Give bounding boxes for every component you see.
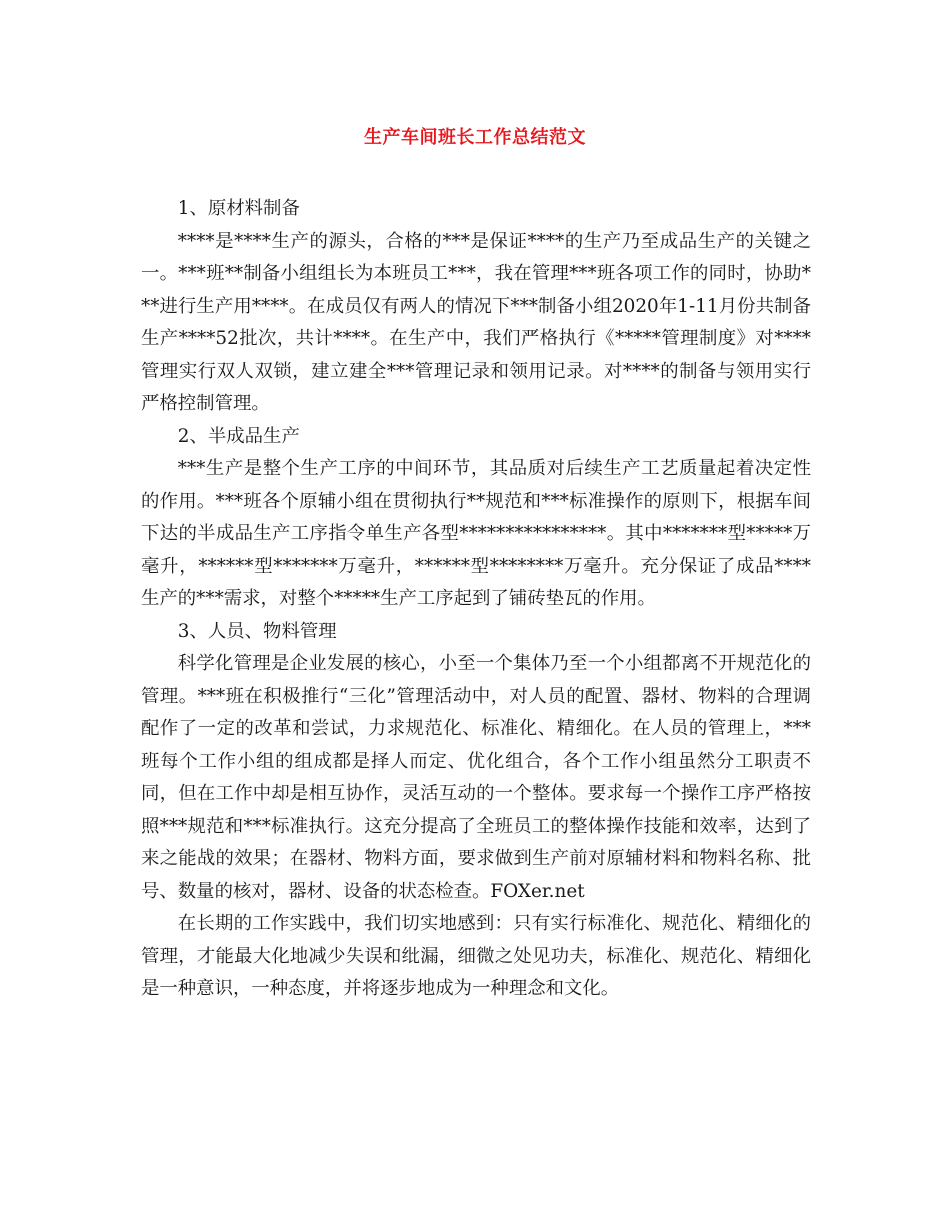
section-heading-raw-materials: 1、原材料制备 <box>177 198 300 219</box>
document-title: 生产车间班长工作总结范文 <box>364 127 586 148</box>
section-heading-semi-finished: 2、半成品生产 <box>177 425 300 447</box>
paragraph-semi-finished: ***生产是整个生产工序的中间环节，其品质对后续生产工艺质量起着决定性的作用。***班各个原辅小组在贯彻执行**规范和***标准操作的原则下，根据车间下达的半成品生产工序指令单生产各型****************。其中*******型*****万毫升，******型*******万毫升，******型********万毫升。充分保证了成品****生产的***需求，对整个*****生产工序起到了铺砖垫瓦的作用。 <box>141 458 811 609</box>
paragraph-raw-materials: ****是****生产的源头，合格的***是保证****的生产乃至成品生产的关键之一。***班**制备小组组长为本班员工***，我在管理***班各项工作的同时，协助***进行生产用****。在成员仅有两人的情况下***制备小组2020年1-11月份共制备生产****52批次，共计****。在生产中，我们严格执行《*****管理制度》对****管理实行双人双锁，建立建全***管理记录和领用记录。对****的制备与领用实行严格控制管理。 <box>141 230 811 414</box>
document-body <box>141 193 811 1006</box>
paragraph-personnel-materials: 科学化管理是企业发展的核心，小至一个集体乃至一个小组都离不开规范化的管理。***班在积极推行“三化”管理活动中，对人员的配置、器材、物料的合理调配作了一定的改革和尝试，力求规范化、标准化、精细化。在人员的管理上，***班每个工作小组的组成都是择人而定、优化组合，各个工作小组虽然分工职责不同，但在工作中却是相互协作，灵活互动的一个整体。要求每一个操作工序严格按照***规范和***标准执行。这充分提高了全班员工的整体操作技能和效率，达到了来之能战的效果；在器材、物料方面，要求做到生产前对原辅材料和物料名称、批号、数量的核对，器材、设备的状态检查。FOXer.net <box>141 653 812 902</box>
paragraph-conclusion: 在长期的工作实践中，我们切实地感到：只有实行标准化、规范化、精细化的管理，才能最大化地减少失误和纰漏，细微之处见功夫，标准化、规范化、精细化是一种意识，一种态度，并将逐步地成为一种理念和文化。 <box>141 913 811 999</box>
section-heading-personnel-materials: 3、人员、物料管理 <box>177 620 337 642</box>
